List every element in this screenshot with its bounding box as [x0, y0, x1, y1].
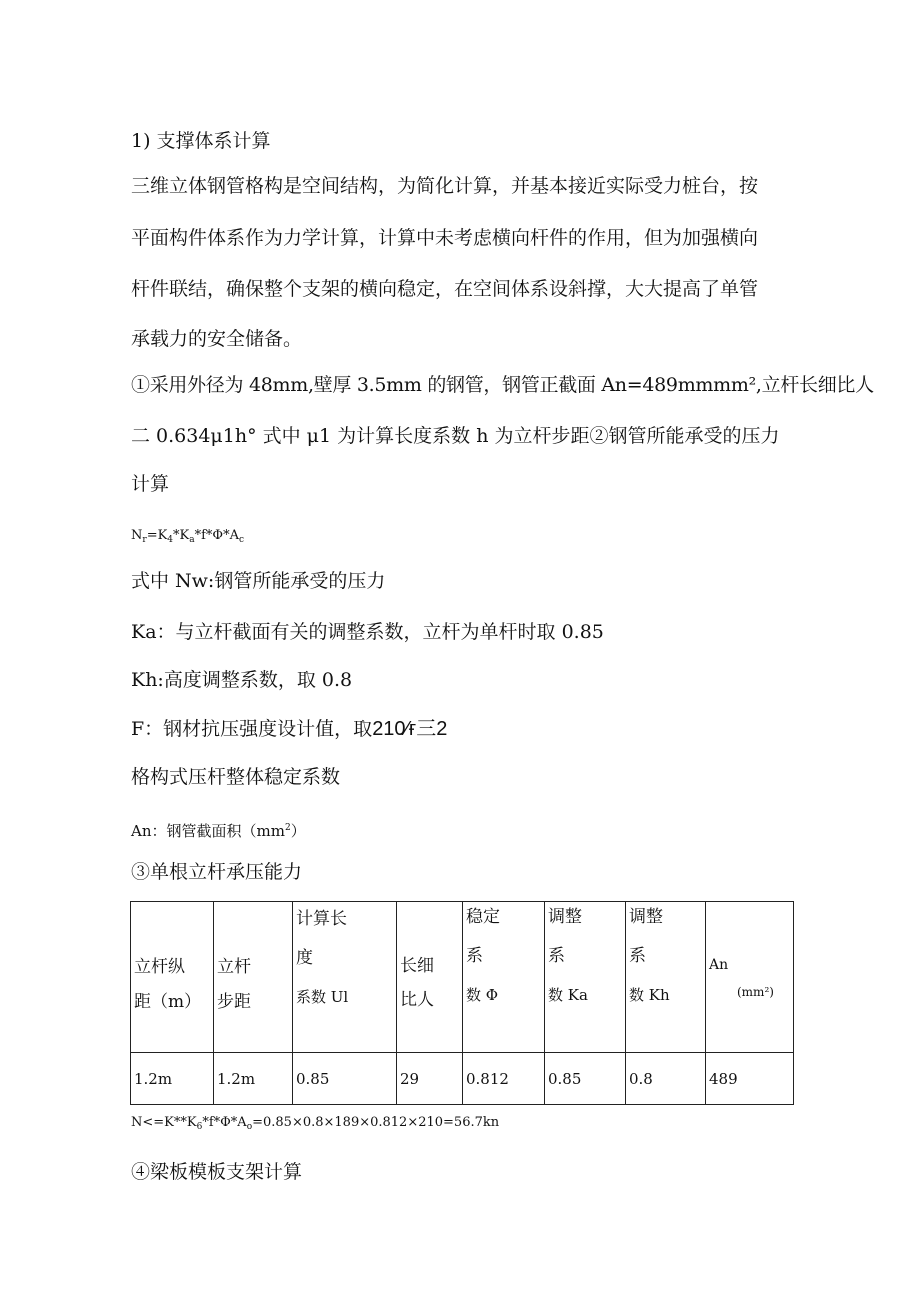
- table-cell: 0.85: [545, 1053, 626, 1105]
- table-cell: 29: [397, 1053, 463, 1105]
- paragraph-line: 平面构件体系作为力学计算，计算中未考虑横向杆件的作用，但为加强横向: [131, 227, 759, 249]
- header-cell: 计算长 度 系数 Ul: [293, 902, 397, 1053]
- heading-beam-slab-formwork: ④梁板模板支架计算: [131, 1161, 303, 1183]
- header-cell: 立杆纵 距（m）: [131, 902, 214, 1053]
- header-cell: 长细 比人: [397, 902, 463, 1053]
- header-cell: An (mm²): [706, 902, 794, 1053]
- definition-ka: Ka：与立杆截面有关的调整系数，立杆为单杆时取 0.85: [131, 621, 604, 643]
- definition-an: An：钢管截面积$(mm^2)$: [131, 822, 306, 840]
- table-cell: 0.812: [463, 1053, 545, 1105]
- paragraph-line: 三维立体钢管格构是空间结构，为简化计算，并基本接近实际受力桩台，按: [131, 175, 759, 197]
- table-row: [131, 1053, 794, 1105]
- paragraph-line: 承载力的安全储备。: [131, 328, 303, 350]
- table-header-row: [131, 902, 794, 1053]
- table-cell: 489: [706, 1053, 794, 1105]
- table-cell: 0.8: [626, 1053, 706, 1105]
- heading-single-pole-capacity: ③单根立杆承压能力: [131, 861, 303, 883]
- table-cell: 0.85: [293, 1053, 397, 1105]
- pole-capacity-table: [130, 901, 794, 1105]
- paragraph-line: 杆件联结，确保整个支架的横向稳定，在空间体系设斜撑，大大提高了单管: [131, 278, 759, 300]
- definition-nw: 式中 Nw:钢管所能承受的压力: [131, 570, 386, 592]
- definition-f: F：钢材抗压强度设计值，取210⁄ғ三2: [131, 718, 448, 740]
- definition-kh: Kh:高度调整系数，取 0.8: [131, 669, 353, 691]
- table-cell: 1.2m: [131, 1053, 214, 1105]
- header-cell: 调整 系 数 Kh: [626, 902, 706, 1053]
- header-cell: 立杆 步距: [214, 902, 293, 1053]
- header-cell: 调整 系 数 Ka: [545, 902, 626, 1053]
- paragraph-line: 计算: [131, 473, 170, 495]
- header-cell: 稳定 系 数 Φ: [463, 902, 545, 1053]
- formula-nr: $N_r=K_4*K_a*f*\Phi*A_c$: [131, 528, 245, 545]
- paragraph-line: 二 0.634μ1h° 式中 μ1 为计算长度系数 h 为立杆步距②钢管所能承受的压力: [131, 425, 780, 447]
- table-cell: 1.2m: [214, 1053, 293, 1105]
- formula-capacity-result: $N<=K**K_6*f*\Phi*A_o=0.85\times 0.8\times 189\times 0.812\times 210=56.7kn$: [131, 1115, 500, 1132]
- definition-phi: 格构式压杆整体稳定系数: [131, 766, 341, 788]
- heading-support-system: 1) 支撑体系计算: [131, 130, 271, 152]
- paragraph-line: ①采用外径为 48mm,壁厚 3.5mm 的钢管，钢管正截面 An=489mmmm²,立杆长细比人: [131, 374, 874, 396]
